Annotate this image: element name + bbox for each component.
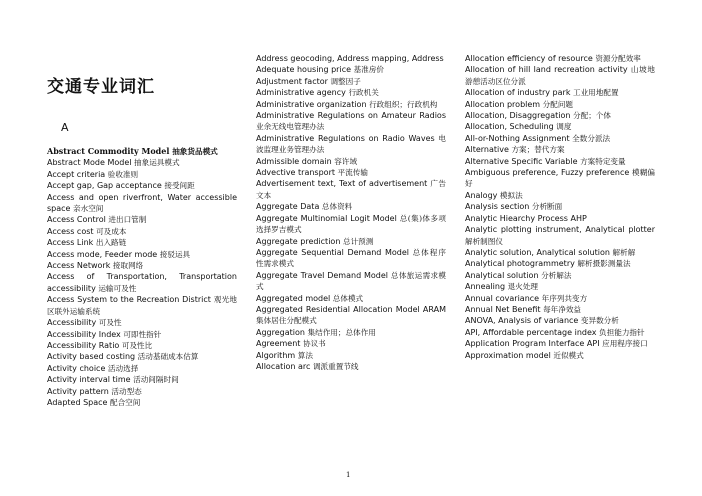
entry-translation: 全数分派法 [572, 133, 611, 143]
entry-translation: 活动选择 [107, 363, 139, 373]
glossary-entry [47, 397, 237, 408]
entry-translation: 配合空间 [110, 397, 141, 407]
glossary-entry [47, 340, 237, 351]
page-number: 1 [346, 471, 351, 479]
entry-translation: 出入路链 [95, 238, 127, 248]
entry-translation: 模糊偏好 [465, 168, 656, 189]
glossary-entry [256, 167, 446, 178]
glossary-entry [465, 133, 655, 144]
glossary-entry [256, 293, 446, 304]
entry-term: Activity pattern [47, 386, 109, 396]
entry-translation: 方案特定变量 [580, 156, 626, 166]
entry-term: Analysis section [465, 202, 530, 212]
entry-translation: 山坡地游憩活动区位分派 [465, 65, 656, 86]
entry-term: Accept criteria [47, 169, 106, 179]
glossary-entry [256, 247, 446, 270]
entry-term: Abstract Mode Model [47, 158, 132, 168]
entry-translation: 总(集)体多项选择罗吉模式 [256, 213, 446, 235]
entry-translation: 行政组织；行政机构 [369, 99, 438, 109]
entry-translation: 每年净效益 [543, 304, 582, 314]
entry-term: Administrative agency [256, 88, 346, 98]
glossary-entry [47, 226, 237, 237]
entry-translation: 可及成本 [96, 226, 127, 236]
entry-term: Allocation, Scheduling [465, 122, 554, 132]
entry-translation: 调度 [556, 122, 572, 132]
entry-term: Accessibility Index [47, 329, 121, 339]
entry-term: Abstract Commodity Model [47, 146, 170, 156]
glossary-entry [256, 99, 446, 110]
glossary-entry [465, 327, 655, 338]
entry-translation: 活动间隔时间 [133, 375, 179, 385]
glossary-entry [47, 169, 237, 180]
glossary-entry [465, 350, 655, 361]
entry-translation: 集结作用；总体作用 [307, 327, 376, 337]
entry-translation: 广告文本 [256, 179, 447, 200]
entry-term: Alternative Specific Variable [465, 156, 578, 166]
entry-translation: 亲水空间 [73, 204, 104, 214]
entry-term: Aggregate Travel Demand Model [256, 270, 389, 280]
entry-term: Aggregated model [256, 293, 331, 303]
entry-translation: 活动基础成本估算 [137, 352, 199, 362]
glossary-entry [256, 133, 446, 156]
glossary-entry [47, 260, 237, 271]
glossary-entry [465, 201, 655, 212]
column-1 [47, 146, 237, 408]
entry-translation: 负担能力指针 [599, 327, 645, 337]
glossary-entry [47, 317, 237, 328]
entry-translation: 可及性 [98, 318, 122, 328]
entry-term: Adequate housing price [256, 65, 352, 75]
entry-translation: 应用程序接口 [602, 339, 648, 349]
entry-translation: 退火处理 [507, 282, 538, 292]
glossary-entry [256, 236, 446, 247]
glossary-entry [256, 64, 446, 75]
entry-term: Activity based costing [47, 352, 136, 362]
glossary-entry [256, 327, 446, 338]
glossary-entry [47, 157, 237, 168]
glossary-entry [256, 110, 446, 133]
entry-term: Accessibility [47, 318, 97, 328]
glossary-entry [47, 249, 237, 260]
entry-term: Aggregate Data [256, 202, 320, 212]
entry-term: Access mode, Feeder mode [47, 249, 158, 259]
entry-term: Allocation efficiency of resource [465, 54, 593, 63]
glossary-entry [256, 361, 446, 372]
entry-term: Annual Net Benefit [465, 304, 541, 314]
entry-translation: 抽象运具模式 [134, 158, 180, 168]
glossary-entry [256, 213, 446, 236]
glossary-entry [256, 338, 446, 349]
glossary-entry [465, 258, 655, 269]
entry-translation: 调整因子 [330, 76, 361, 86]
entry-term: Activity interval time [47, 375, 131, 385]
glossary-entry [465, 53, 655, 64]
glossary-entry [465, 213, 655, 224]
entry-term: Aggregate prediction [256, 236, 341, 246]
glossary-entry [47, 180, 237, 191]
entry-term: Adapted Space [47, 397, 108, 407]
entry-translation: 解析摄影测量法 [577, 259, 631, 269]
entry-term: Ambiguous preference, Fuzzy preference [465, 168, 630, 178]
entry-translation: 调派重置节线 [312, 361, 359, 371]
entry-term: Analytical photogrammetry [465, 259, 575, 269]
entry-term: Aggregated Residential Allocation Model ARAM [256, 304, 446, 314]
entry-term: Application Program Interface API [465, 339, 600, 349]
column-3 [465, 53, 655, 361]
glossary-entry [256, 178, 446, 201]
glossary-entry [47, 271, 237, 294]
entry-term: Analytic solution, Analytical solution [465, 247, 610, 257]
glossary-entry [465, 156, 655, 167]
entry-translation: 总体资料 [321, 202, 353, 212]
entry-term: Allocation of industry park [465, 88, 571, 98]
entry-translation: 近似模式 [553, 350, 584, 360]
glossary-entry [47, 329, 237, 340]
entry-term: Agreement [256, 339, 301, 349]
glossary-entry [465, 338, 655, 349]
entry-translation: 工业用地配置 [573, 88, 619, 98]
entry-term: Address geocoding, Address mapping, Address [256, 54, 444, 63]
glossary-entry [465, 87, 655, 98]
glossary-entry [465, 315, 655, 326]
entry-term: Analytic Hiearchy Process AHP [465, 213, 587, 223]
entry-translation: 验收准则 [107, 169, 139, 179]
entry-term: Allocation arc [256, 361, 311, 371]
entry-translation: 总计预测 [342, 236, 374, 246]
entry-translation: 方案；替代方案 [511, 145, 565, 155]
entry-translation: 资源分配效率 [595, 54, 641, 63]
glossary-entry [256, 87, 446, 98]
entry-term: Advective transport [256, 168, 335, 178]
glossary-entry [256, 270, 446, 293]
glossary-entry [47, 192, 237, 215]
entry-term: Advertisement text, Text of advertisement [256, 179, 428, 189]
entry-term: Access of Transportation, Transportation accessibility [47, 272, 237, 293]
entry-translation: 观光地区联外运输系统 [47, 295, 238, 316]
glossary-entry [256, 304, 446, 327]
entry-translation: 集体居住分配模式 [256, 316, 317, 326]
entry-translation: 变异数分析 [580, 316, 619, 326]
glossary-entry [465, 270, 655, 281]
glossary-entry [47, 386, 237, 397]
entry-term: API, Affordable percentage index [465, 327, 597, 337]
glossary-entry [256, 350, 446, 361]
entry-term: Access and open riverfront, Water accessible space [47, 192, 237, 214]
entry-term: Activity choice [47, 363, 106, 373]
entry-term: Aggregation [256, 327, 305, 337]
entry-translation: 算法 [297, 350, 313, 360]
glossary-entry [465, 281, 655, 292]
entry-term: Admissible domain [256, 156, 332, 166]
entry-translation: 协议书 [302, 339, 326, 349]
entry-term: Analytic plotting instrument, Analytical plotter [465, 225, 655, 235]
entry-translation: 容许域 [334, 156, 358, 166]
entry-term: Analytical solution [465, 270, 539, 280]
glossary-entry [47, 374, 237, 385]
glossary-entry [465, 110, 655, 121]
entry-term: Allocation, Disaggregation [465, 111, 571, 121]
entry-translation: 接取网络 [112, 261, 144, 271]
entry-translation: 分配问题 [542, 99, 574, 109]
entry-translation: 基准房价 [353, 65, 384, 75]
glossary-entry [256, 201, 446, 212]
glossary-entry [465, 64, 655, 87]
entry-term: ANOVA, Analysis of variance [465, 316, 579, 326]
entry-translation: 分配；个体 [573, 111, 611, 121]
glossary-entry [47, 146, 237, 157]
glossary-entry [465, 144, 655, 155]
entry-term: Administrative Regulations on Amateur Radios [256, 111, 446, 121]
entry-term: Adjustment factor [256, 76, 328, 86]
glossary-entry [465, 247, 655, 258]
glossary-entry [256, 53, 446, 64]
entry-term: Approximation model [465, 350, 551, 360]
glossary-entry [256, 156, 446, 167]
entry-term: Aggregate Multinomial Logit Model [256, 213, 397, 223]
glossary-entry [47, 351, 237, 362]
section-letter: A [61, 121, 69, 134]
entry-term: Access cost [47, 226, 94, 236]
entry-term: Access System to the Recreation District [47, 295, 211, 305]
entry-term: Annual covariance [465, 293, 540, 303]
entry-translation: 电波监理业务管理办法 [256, 133, 447, 155]
entry-term: Administrative organization [256, 99, 367, 109]
entry-translation: 总体旅运需求模式 [256, 270, 447, 292]
entry-translation: 模拟法 [499, 190, 523, 200]
entry-translation: 运输可及性 [98, 283, 137, 293]
entry-translation: 抽象货品模式 [172, 147, 218, 156]
entry-translation: 总体程序性需求模式 [256, 247, 447, 269]
entry-term: Algorithm [256, 350, 296, 360]
entry-term: All-or-Nothing Assignment [465, 133, 570, 143]
entry-translation: 接驳运具 [159, 249, 191, 259]
entry-term: Access Network [47, 261, 111, 271]
entry-term: Access Control [47, 215, 106, 225]
entry-term: Annealing [465, 282, 506, 292]
entry-translation: 可即性指针 [123, 329, 162, 339]
entry-translation: 分析断面 [531, 202, 563, 212]
entry-term: Analogy [465, 190, 498, 200]
entry-translation: 进出口管制 [108, 215, 147, 225]
glossary-entry [465, 293, 655, 304]
glossary-entry [465, 304, 655, 315]
entry-translation: 解析制图仪 [465, 236, 503, 246]
entry-translation: 接受间距 [164, 181, 195, 191]
glossary-entry [47, 237, 237, 248]
entry-term: Accessibility Ratio [47, 340, 120, 350]
glossary-entry [465, 121, 655, 132]
glossary-entry [465, 99, 655, 110]
entry-term: Alternative [465, 145, 509, 155]
entry-translation: 年序列共变方 [541, 293, 588, 303]
entry-translation: 行政机关 [348, 88, 379, 98]
entry-term: Administrative Regulations on Radio Waves [256, 133, 435, 143]
glossary-entry [465, 190, 655, 201]
entry-translation: 可及性比 [121, 340, 153, 350]
document-title: 交通专业词汇 [47, 77, 155, 97]
glossary-entry [47, 363, 237, 374]
entry-translation: 总体模式 [332, 293, 364, 303]
entry-term: Aggregate Sequential Demand Model [256, 247, 409, 257]
column-2 [256, 53, 446, 372]
entry-translation: 平流传输 [337, 168, 368, 178]
entry-term: Access Link [47, 238, 94, 248]
entry-translation: 解析解 [612, 247, 636, 257]
glossary-entry [256, 76, 446, 87]
entry-term: Accept gap, Gap acceptance [47, 181, 162, 191]
glossary-entry [47, 294, 237, 317]
entry-term: Allocation of hill land recreation activity [465, 65, 628, 75]
glossary-entry [47, 214, 237, 225]
entry-term: Allocation problem [465, 99, 541, 109]
entry-translation: 分析解法 [541, 270, 572, 280]
entry-translation: 活动型态 [111, 386, 142, 396]
glossary-entry [465, 167, 655, 190]
glossary-entry [465, 224, 655, 247]
entry-translation: 业余无线电管理办法 [256, 122, 325, 132]
